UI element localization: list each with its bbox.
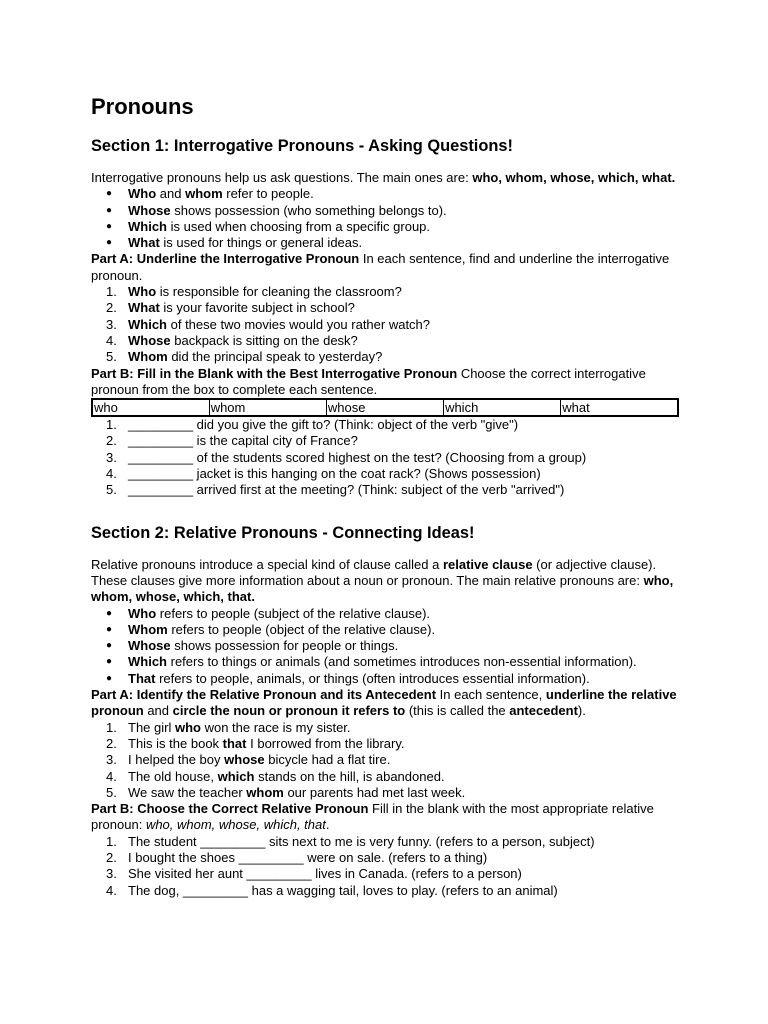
section2-partB-list	[91, 834, 681, 899]
section2-heading: Section 2: Relative Pronouns - Connecting Ideas!	[91, 523, 475, 542]
section2-partA-list	[91, 720, 681, 801]
section1-intro: Interrogative pronouns help us ask questions. The main ones are: who, whom, whose, which, what.	[91, 170, 676, 185]
list-item: 3. Which of these two movies would you rather watch?	[106, 316, 431, 332]
word-box-cell: whose	[326, 399, 443, 416]
list-item: 1. The student _________ sits next to me is very funny. (refers to a person, subject)	[106, 833, 595, 849]
list-item: 1. _________ did you give the gift to? (Think: object of the verb "give")	[106, 417, 519, 433]
section1-partB-instructions: Part B: Fill in the Blank with the Best Interrogative Pronoun Choose the correct interrogative pronoun from the box to complete each sentence.	[91, 365, 646, 397]
list-item: 5. _________ arrived first at the meeting? (Think: subject of the verb "arrived")	[106, 482, 565, 498]
list-item: ● Whose shows possession for people or things.	[128, 638, 681, 654]
word-box-cell: who	[92, 399, 209, 416]
section1-bullet-list	[91, 186, 681, 251]
list-item: 2. What is your favorite subject in school?	[106, 300, 355, 316]
list-item: 3. _________ of the students scored highest on the test? (Choosing from a group)	[106, 449, 587, 465]
list-item: 2. _________ is the capital city of France?	[106, 433, 358, 449]
section1-partA-instructions: Part A: Underline the Interrogative Pronoun In each sentence, find and underline the interrogative pronoun.	[91, 251, 670, 283]
list-item: 3. I helped the boy whose bicycle had a flat tire.	[106, 752, 391, 768]
list-item: ● Who refers to people (subject of the relative clause).	[128, 606, 681, 622]
list-item: 4. The dog, _________ has a wagging tail, loves to play. (refers to an animal)	[106, 882, 558, 898]
section1-partA-list	[91, 284, 681, 365]
list-item: ● Whom refers to people (object of the relative clause).	[128, 622, 681, 638]
word-box-cell: whom	[209, 399, 326, 416]
list-item: ● Whose shows possession (who something belongs to).	[128, 203, 681, 219]
list-item: 1. The girl who won the race is my sister.	[106, 719, 351, 735]
section2-partA-instructions: Part A: Identify the Relative Pronoun and its Antecedent In each sentence, underline the relative pronoun and circle the noun or pronoun it refers to (this is called the antecedent).	[91, 687, 677, 719]
list-item: 5. We saw the teacher whom our parents had met last week.	[106, 784, 466, 800]
word-box-cell: which	[444, 399, 561, 416]
section2-partB-instructions: Part B: Choose the Correct Relative Pronoun Fill in the blank with the most appropriate relative pronoun: who, whom, whose, which, that.	[91, 801, 654, 833]
section1-partB-list	[91, 417, 681, 498]
list-item: 2. This is the book that I borrowed from the library.	[106, 735, 405, 751]
list-item: ● Who and whom refer to people.	[128, 186, 681, 202]
list-item: 4. The old house, which stands on the hill, is abandoned.	[106, 768, 445, 784]
word-box-table	[91, 398, 679, 417]
list-item: ● Which refers to things or animals (and sometimes introduces non-essential information).	[128, 654, 681, 670]
word-box-cell: what	[561, 399, 678, 416]
list-item: 4. _________ jacket is this hanging on the coat rack? (Shows possession)	[106, 466, 541, 482]
list-item: ● That refers to people, animals, or things (often introduces essential information).	[128, 671, 681, 687]
list-item: 2. I bought the shoes _________ were on sale. (refers to a thing)	[106, 849, 488, 865]
page-title: Pronouns	[91, 94, 194, 119]
list-item: 1. Who is responsible for cleaning the classroom?	[106, 284, 402, 300]
document-content	[91, 94, 681, 899]
list-item: ● What is used for things or general ideas.	[128, 235, 681, 251]
list-item: 5. Whom did the principal speak to yesterday?	[106, 349, 383, 365]
section2-intro: Relative pronouns introduce a special kind of clause called a relative clause (or adjective clause). These clauses give more information about a noun or pronoun. The main relative pronouns are: who, whom, whose, which, that.	[91, 556, 674, 605]
section2-bullet-list	[91, 606, 681, 687]
section1-heading: Section 1: Interrogative Pronouns - Asking Questions!	[91, 137, 513, 155]
list-item: 3. She visited her aunt _________ lives in Canada. (refers to a person)	[106, 866, 522, 882]
list-item: 4. Whose backpack is sitting on the desk?	[106, 332, 358, 348]
list-item: ● Which is used when choosing from a specific group.	[128, 219, 681, 235]
